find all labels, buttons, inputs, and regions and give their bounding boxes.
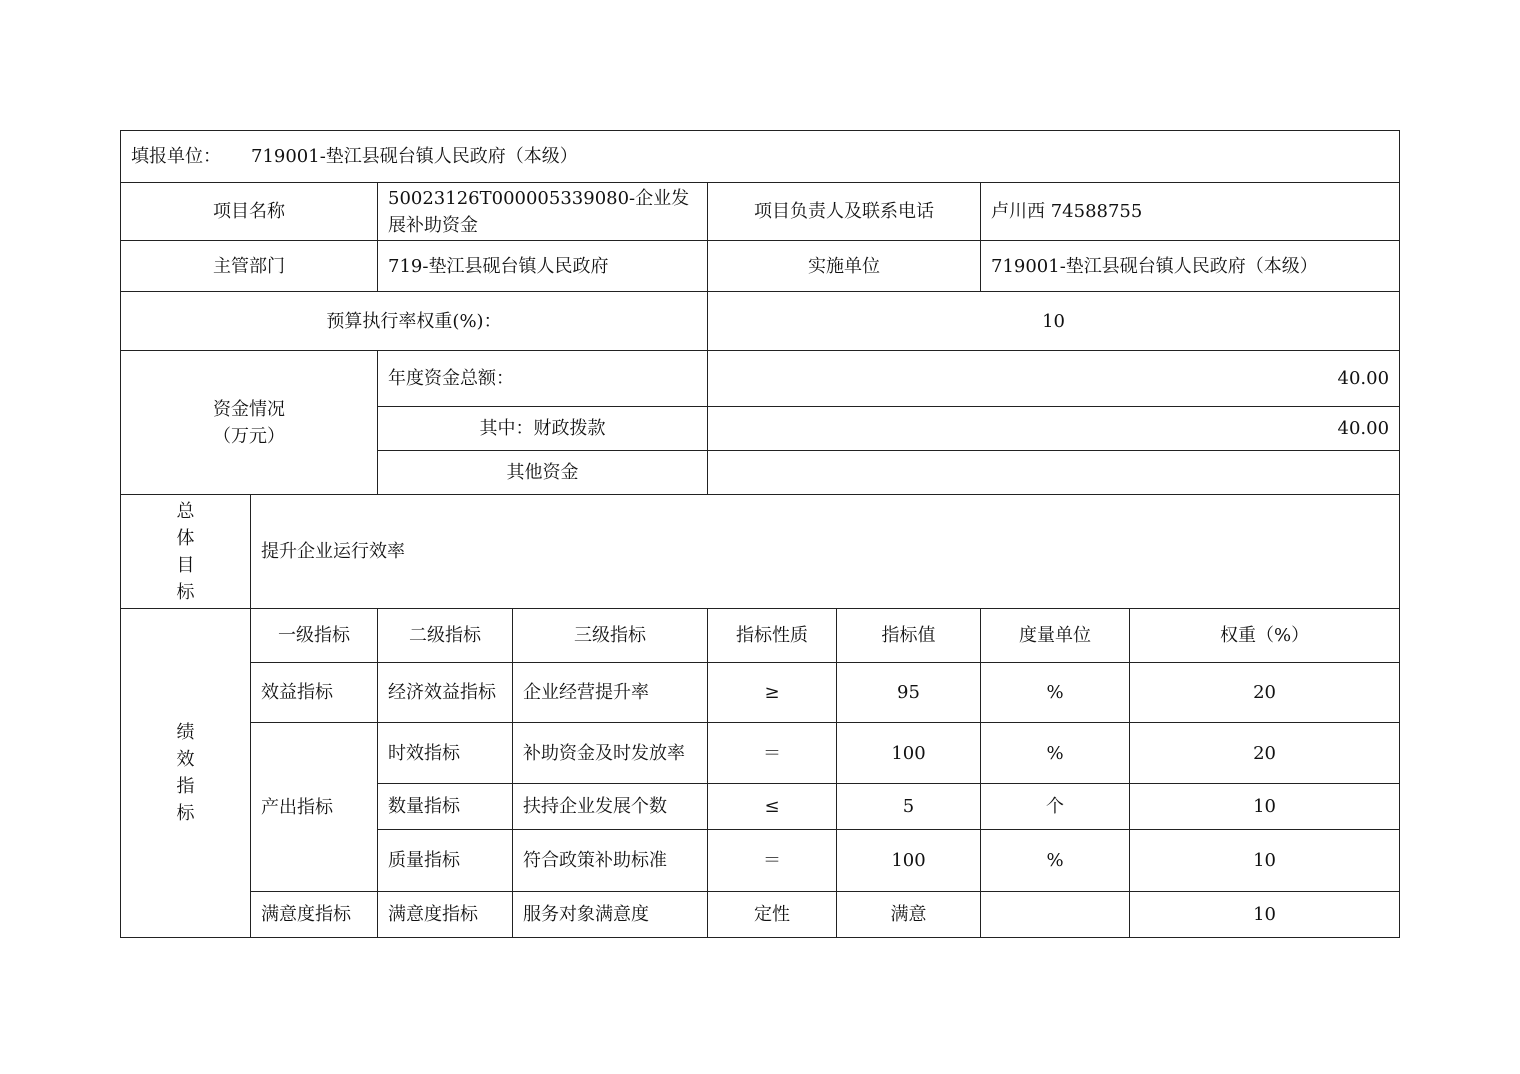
funds-unit-label: （万元）: [213, 425, 285, 447]
level2-cell: 经济效益指标: [378, 663, 513, 723]
unit-cell: 个: [981, 784, 1130, 830]
goal-text: 提升企业运行效率: [251, 495, 1400, 609]
goal-label-char: 总: [176, 500, 195, 522]
value-cell: 5: [837, 784, 981, 830]
nature-cell: ≥: [708, 663, 837, 723]
funds-label: 资金情况: [213, 398, 285, 420]
value-cell: 100: [837, 830, 981, 892]
impl-unit-label: 实施单位: [708, 241, 981, 292]
value-cell: 满意: [837, 892, 981, 938]
perf-label-char: 标: [176, 803, 195, 824]
dept-label: 主管部门: [121, 241, 378, 292]
impl-unit-value: 719001-垫江县砚台镇人民政府（本级）: [981, 241, 1400, 292]
goal-label-char: 体: [176, 527, 195, 549]
level3-cell: 扶持企业发展个数: [513, 784, 708, 830]
value-cell: 100: [837, 723, 981, 784]
level3-cell: 补助资金及时发放率: [513, 723, 708, 784]
col-header-unit: 度量单位: [981, 609, 1130, 663]
unit-cell: %: [981, 830, 1130, 892]
level3-cell: 服务对象满意度: [513, 892, 708, 938]
perf-header-row: [121, 609, 1400, 663]
perf-label-char: 指: [176, 776, 195, 797]
level1-cell: 效益指标: [251, 663, 378, 723]
level2-cell: 时效指标: [378, 723, 513, 784]
performance-form-table: [120, 130, 1400, 938]
unit-cell: [981, 892, 1130, 938]
level1-cell: 产出指标: [251, 723, 378, 892]
project-leader-label: 项目负责人及联系电话: [708, 183, 981, 241]
funds-fiscal-value: 40.00: [708, 407, 1400, 451]
budget-row: [121, 292, 1400, 351]
level2-cell: 质量指标: [378, 830, 513, 892]
col-header-level2: 二级指标: [378, 609, 513, 663]
funds-other-label: 其他资金: [378, 451, 708, 495]
weight-cell: 20: [1130, 723, 1400, 784]
funds-total-value: 40.00: [708, 351, 1400, 407]
weight-cell: 10: [1130, 892, 1400, 938]
project-row: [121, 183, 1400, 241]
funds-total-label: 年度资金总额：: [378, 351, 708, 407]
funds-label-cell: [121, 351, 378, 495]
goal-label: [121, 495, 251, 609]
funds-fiscal-label: 其中：财政拨款: [378, 407, 708, 451]
budget-rate-value: 10: [708, 292, 1400, 351]
weight-cell: 10: [1130, 830, 1400, 892]
unit-cell: %: [981, 663, 1130, 723]
table-row: [121, 723, 1400, 784]
dept-row: [121, 241, 1400, 292]
funds-other-value: [708, 451, 1400, 495]
nature-cell: ≤: [708, 784, 837, 830]
perf-label-char: 效: [176, 749, 195, 770]
budget-rate-label: 预算执行率权重(%)：: [121, 292, 708, 351]
unit-cell: %: [981, 723, 1130, 784]
nature-cell: ＝: [708, 723, 837, 784]
col-header-nature: 指标性质: [708, 609, 837, 663]
reporting-unit-label: 填报单位：: [131, 146, 221, 167]
level3-cell: 企业经营提升率: [513, 663, 708, 723]
col-header-level3: 三级指标: [513, 609, 708, 663]
reporting-unit-value: 719001-垫江县砚台镇人民政府（本级）: [251, 146, 578, 167]
nature-cell: 定性: [708, 892, 837, 938]
weight-cell: 10: [1130, 784, 1400, 830]
perf-label: [121, 609, 251, 938]
level3-cell: 符合政策补助标准: [513, 830, 708, 892]
funds-total-row: [121, 351, 1400, 407]
col-header-weight: 权重（%）: [1130, 609, 1400, 663]
level2-cell: 数量指标: [378, 784, 513, 830]
level1-cell: 满意度指标: [251, 892, 378, 938]
level2-cell: 满意度指标: [378, 892, 513, 938]
col-header-level1: 一级指标: [251, 609, 378, 663]
project-name-label: 项目名称: [121, 183, 378, 241]
project-leader-value: 卢川西 74588755: [981, 183, 1400, 241]
table-row: [121, 663, 1400, 723]
weight-cell: 20: [1130, 663, 1400, 723]
header-row: [121, 131, 1400, 183]
table-row: [121, 892, 1400, 938]
project-name-value: 50023126T000005339080-企业发展补助资金: [378, 183, 708, 241]
value-cell: 95: [837, 663, 981, 723]
goal-row: [121, 495, 1400, 609]
goal-label-char: 目: [176, 554, 195, 576]
reporting-unit-cell: [121, 131, 1400, 183]
perf-label-char: 绩: [176, 722, 195, 743]
nature-cell: ＝: [708, 830, 837, 892]
goal-label-char: 标: [176, 581, 195, 603]
dept-value: 719-垫江县砚台镇人民政府: [378, 241, 708, 292]
col-header-value: 指标值: [837, 609, 981, 663]
